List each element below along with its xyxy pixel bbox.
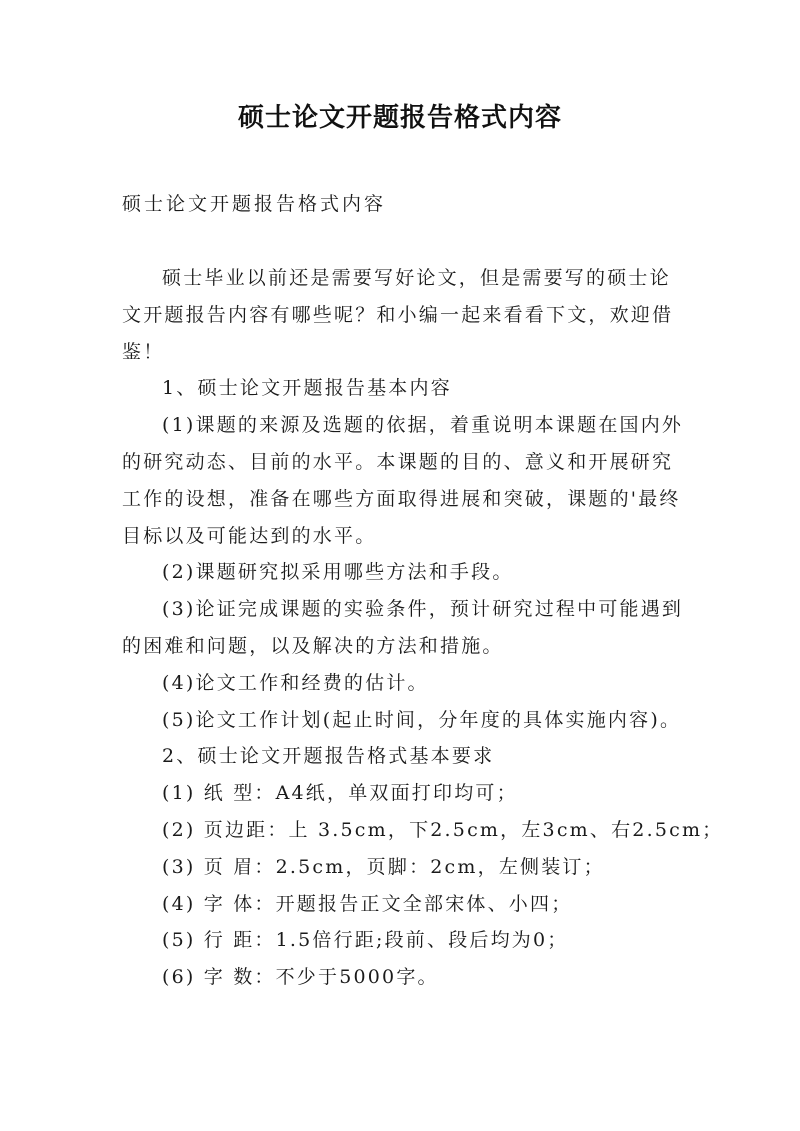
section-2-item: (5) 行 距：1.5倍行距;段前、段后均为0； (162, 929, 569, 952)
section-1-item: (1)课题的来源及选题的依据，着重说明本课题在国内外的研究动态、目前的水平。本课题的目的、意义和开展研究工作的设想，准备在哪些方面取得进展和突破，课题的'最终目标以及可能达到的水平。 (122, 414, 684, 547)
section-2-item: (6) 字 数：不少于5000字。 (162, 966, 439, 989)
section-1-item: (3)论证完成课题的实验条件，预计研究过程中可能遇到的困难和问题，以及解决的方法和措施。 (122, 598, 684, 657)
section-1-item: (5)论文工作计划(起止时间，分年度的具体实施内容)。 (162, 708, 682, 731)
document-subtitle: 硕士论文开题报告格式内容 (122, 193, 387, 215)
section-1-heading: 1、硕士论文开题报告基本内容 (162, 377, 452, 400)
section-2-item: (1) 纸 型：A4纸，单双面打印均可； (162, 782, 518, 805)
document-body (122, 260, 724, 996)
document-title: 硕士论文开题报告格式内容 (237, 103, 562, 133)
section-1-item: (4)论文工作和经费的估计。 (162, 671, 429, 694)
section-2-heading: 2、硕士论文开题报告格式基本要求 (162, 745, 495, 768)
section-2-item: (2) 页边距：上 3.5cm，下2.5cm，左3cm、右2.5cm； (162, 818, 724, 841)
section-1-item: (2)课题研究拟采用哪些方法和手段。 (162, 561, 514, 584)
section-2-item: (3) 页 眉：2.5cm，页脚：2cm，左侧装订； (162, 855, 605, 878)
intro-paragraph: 硕士毕业以前还是需要写好论文，但是需要写的硕士论文开题报告内容有哪些呢？和小编一起来看看下文，欢迎借鉴！ (122, 267, 674, 363)
section-2-item: (4) 字 体：开题报告正文全部宋体、小四； (162, 892, 573, 915)
